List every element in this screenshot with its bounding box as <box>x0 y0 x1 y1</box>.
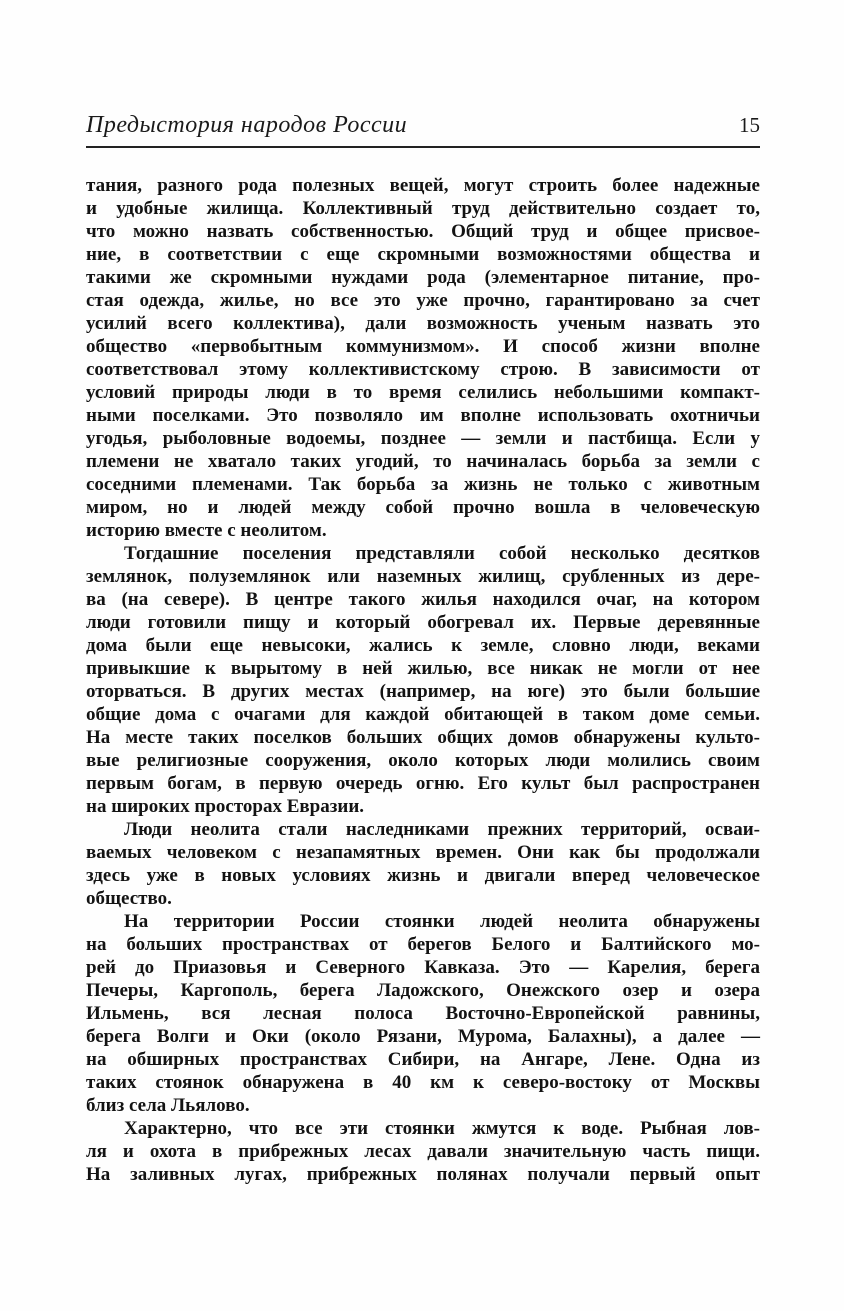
text-line: стая одежда, жилье, но все это уже прочно, гарантировано за счет <box>86 290 760 311</box>
text-line: берега Волги и Оки (около Рязани, Мурома, Балахны), а далее — <box>86 1026 760 1047</box>
text-line: условий природы люди в то время селились небольшими компакт- <box>86 382 760 403</box>
text-line: такими же скромными нуждами рода (элементарное питание, про- <box>86 267 760 288</box>
paragraph <box>86 910 760 1117</box>
text-line: соседними племенами. Так борьба за жизнь не только с животным <box>86 474 760 495</box>
text-line: привыкшие к вырытому в ней жилью, все никак не могли от нее <box>86 658 760 679</box>
text-line: соответствовал этому коллективистскому строю. В зависимости от <box>86 359 760 380</box>
text-line: вые религиозные сооружения, около которых люди молились своим <box>86 750 760 771</box>
page-number: 15 <box>739 113 760 137</box>
text-line: Печеры, Каргополь, берега Ладожского, Онежского озер и озера <box>86 980 760 1001</box>
text-line: что можно назвать собственностью. Общий труд и общее присвое- <box>86 221 760 242</box>
text-line: ва (на севере). В центре такого жилья находился очаг, на котором <box>86 589 760 610</box>
text-line: ние, в соответствии с еще скромными возможностями общества и <box>86 244 760 265</box>
text-line: На территории России стоянки людей неолита обнаружены <box>124 911 760 932</box>
text-line: на обширных пространствах Сибири, на Ангаре, Лене. Одна из <box>86 1049 760 1070</box>
text-line: таких стоянок обнаружена в 40 км к северо-востоку от Москвы <box>86 1072 760 1093</box>
text-line: Ильмень, вся лесная полоса Восточно-Европейской равнины, <box>86 1003 760 1024</box>
text-line: оторваться. В других местах (например, на юге) это были большие <box>86 681 760 702</box>
text-line: угодья, рыболовные водоемы, позднее — земли и пастбища. Если у <box>86 428 760 449</box>
text-line: Характерно, что все эти стоянки жмутся к воде. Рыбная лов- <box>124 1118 760 1139</box>
text-line: на больших пространствах от берегов Белого и Балтийского мо- <box>86 934 760 955</box>
header-rule <box>86 146 760 148</box>
text-line: ными поселками. Это позволяло им вполне использовать охотничьи <box>86 405 760 426</box>
page-header <box>86 112 760 139</box>
text-line: близ села Льялово. <box>86 1095 250 1116</box>
paragraph <box>86 174 760 542</box>
text-line: общество «первобытным коммунизмом». И способ жизни вполне <box>86 336 760 357</box>
text-line: на широких просторах Евразии. <box>86 796 365 817</box>
text-line: племени не хватало таких угодий, то начиналась борьба за земли с <box>86 451 760 472</box>
text-line: общие дома с очагами для каждой обитающей в таком доме семьи. <box>86 704 760 725</box>
paragraph <box>86 1117 760 1186</box>
text-line: тания, разного рода полезных вещей, могут строить более надежные <box>86 175 760 196</box>
text-line: ваемых человеком с незапамятных времен. Они как бы продолжали <box>86 842 760 863</box>
text-line: и удобные жилища. Коллективный труд действительно создает то, <box>86 198 760 219</box>
text-line: На заливных лугах, прибрежных полянах получали первый опыт <box>86 1164 760 1185</box>
text-line: миром, но и людей между собой прочно вошла в человеческую <box>86 497 760 518</box>
text-line: историю вместе с неолитом. <box>86 520 327 541</box>
text-line: ля и охота в прибрежных лесах давали значительную часть пищи. <box>86 1141 760 1162</box>
running-title: Предыстория народов России <box>86 112 408 138</box>
text-line: землянок, полуземлянок или наземных жилищ, срубленных из дере- <box>86 566 760 587</box>
text-line: общество. <box>86 888 172 909</box>
text-line: рей до Приазовья и Северного Кавказа. Это — Карелия, берега <box>86 957 760 978</box>
body-text <box>86 174 760 1186</box>
text-line: На месте таких поселков больших общих домов обнаружены культо- <box>86 727 760 748</box>
paragraph <box>86 818 760 910</box>
text-line: первым богам, в первую очередь огню. Его культ был распространен <box>86 773 760 794</box>
text-line: дома были еще невысоки, жались к земле, словно люди, веками <box>86 635 760 656</box>
text-line: усилий всего коллектива), дали возможность ученым назвать это <box>86 313 760 334</box>
text-line: здесь уже в новых условиях жизнь и двигали вперед человеческое <box>86 865 760 886</box>
text-line: Тогдашние поселения представляли собой несколько десятков <box>124 543 760 564</box>
text-line: люди готовили пищу и который обогревал их. Первые деревянные <box>86 612 760 633</box>
paragraph <box>86 542 760 818</box>
text-line: Люди неолита стали наследниками прежних территорий, осваи- <box>124 819 760 840</box>
